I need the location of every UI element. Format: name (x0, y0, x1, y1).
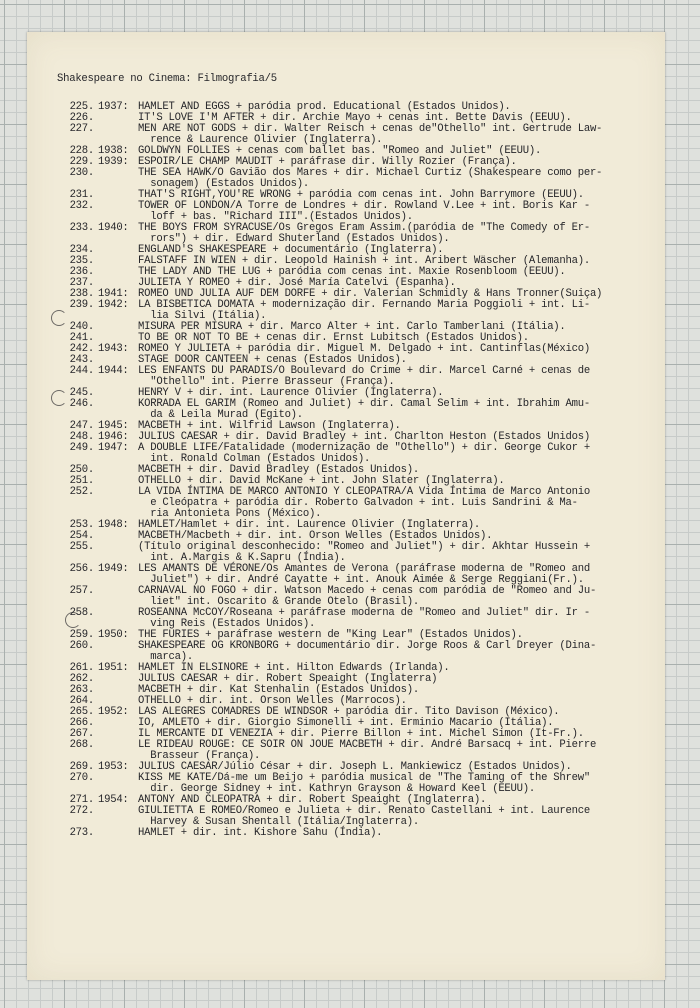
entry-text: ROMEO Y JULIETA + paródia dir. Miguel M. Delgado + int. Cantinflas(México) (138, 343, 590, 355)
entry-year: 1948: (98, 519, 129, 531)
entry-text: HAMLET + dir. int. Kishore Sahu (Índia). (138, 827, 383, 839)
entry-year (94, 454, 138, 465)
film-entry (57, 124, 657, 146)
entry-text: LAS ALEGRES COMADRES DE WINDSOR + paródia dir. Tito Davison (México). (138, 706, 560, 718)
entry-number: 273. (69, 827, 94, 839)
entry-text: Brasseur (França). (138, 750, 261, 762)
entry-year (94, 311, 138, 322)
entry-year (94, 256, 138, 267)
entry-text: OTHELLO + dir. int. Orson Welles (Marrocos). (138, 695, 407, 707)
entry-text: lia Silvi (Itália). (138, 310, 267, 322)
entry-year: 1949: (98, 563, 129, 575)
entry-text: int. A.Margis & K.Sapru (Índia). (138, 552, 346, 564)
film-entry (57, 366, 657, 388)
entry-text: CARNAVAL NO FOGO + dir. Watson Macedo + cenas com paródia de "Romeo and Ju- (138, 585, 597, 597)
entry-number: 251. (69, 475, 94, 487)
entry-number: 228. (69, 145, 94, 157)
entry-text: MACBETH + dir. Kat Stenhalin (Estados Unidos). (138, 684, 419, 696)
entry-number: 269. (69, 761, 94, 773)
entry-text: IT'S LOVE I'M AFTER + dir. Archie Mayo + cenas int. Bette Davis (EEUU). (138, 112, 572, 124)
entry-text: ving Reis (Estados Unidos). (138, 618, 316, 630)
entry-text: rence & Laurence Olivier (Inglaterra). (138, 134, 383, 146)
entry-text: HAMLET AND EGGS + paródia prod. Educational (Estados Unidos). (138, 101, 511, 113)
entry-year: 1952: (98, 706, 129, 718)
entry-number: 241. (69, 332, 94, 344)
entry-number: 265. (69, 706, 94, 718)
entry-number: 271. (69, 794, 94, 806)
page-title: Shakespeare no Cinema: Filmografia/5 (57, 73, 277, 85)
entry-number: 236. (69, 266, 94, 278)
entry-number: 258. (69, 607, 94, 619)
entry-text: THAT'S RIGHT,YOU'RE WRONG + paródia com cenas int. John Barrymore (EEUU). (138, 189, 584, 201)
film-entry (57, 223, 657, 245)
entry-year: 1940: (98, 222, 129, 234)
entry-text: ESPOIR/LE CHAMP MAUDIT + paráfrase dir. Willy Rozier (França). (138, 156, 517, 168)
entry-year (94, 685, 138, 696)
entry-year (94, 575, 138, 586)
entry-text: FALSTAFF IN WIEN + dir. Leopold Hainish + int. Aribert Wäscher (Alemanha). (138, 255, 590, 267)
entry-text: (Título original desconhecido: "Romeo and Juliet") + dir. Akhtar Hussein + (138, 541, 590, 553)
entry-number: 255. (69, 541, 94, 553)
entry-number: 257. (69, 585, 94, 597)
film-entry (57, 608, 657, 630)
entry-text: da & Leila Murad (Egito). (138, 409, 303, 421)
entry-number: 246. (69, 398, 94, 410)
entry-text: MACBETH/Macbeth + dir. int. Orson Welles (Estados Unidos). (138, 530, 493, 542)
entry-year (94, 465, 138, 476)
entry-year (94, 674, 138, 685)
entry-text: marca). (138, 651, 193, 663)
entry-year (94, 586, 138, 597)
film-entry (57, 586, 657, 608)
entry-text: e Cleópatra + paródia dir. Roberto Galvadon + int. Luis Sandrini & Ma- (138, 497, 578, 509)
entry-number: 238. (69, 288, 94, 300)
entry-year: 1938: (98, 145, 129, 157)
entry-text: LA BISBETICA DOMATA + modernização dir. Fernando Maria Poggioli + int. Li- (138, 299, 590, 311)
entry-text: dir. George Sidney + int. Kathryn Grayson & Howard Keel (EEUU). (138, 783, 535, 795)
entry-text: ANTONY AND CLEOPATRA + dir. Robert Speaight (Inglaterra). (138, 794, 487, 806)
entry-number: 237. (69, 277, 94, 289)
entry-number: 254. (69, 530, 94, 542)
entry-year (94, 773, 138, 784)
entry-year (94, 377, 138, 388)
entry-number: 260. (69, 640, 94, 652)
entry-text: Harvey & Susan Shentall (Itália/Inglaterra). (138, 816, 419, 828)
entry-number: 261. (69, 662, 94, 674)
entry-text: THE BOYS FROM SYRACUSE/Os Gregos Eram Assim.(paródia de "The Comedy of Er- (138, 222, 590, 234)
entry-year: 1947: (98, 442, 129, 454)
entry-text: LES ENFANTS DU PARADIS/O Boulevard do Crime + dir. Marcel Carné + cenas de (138, 365, 590, 377)
entry-text: sonagem) (Estados Unidos). (138, 178, 310, 190)
entry-year: 1937: (98, 101, 129, 113)
entry-year (94, 718, 138, 729)
entry-text: rors") + dir. Edward Shuterland (Estados Unidos). (138, 233, 450, 245)
film-entry (57, 168, 657, 190)
entry-text: SHAKESPEARE OG KRONBORG + documentário dir. Jorge Roos & Carl Dreyer (Dina- (138, 640, 597, 652)
entry-number: 259. (69, 629, 94, 641)
entry-year: 1950: (98, 629, 129, 641)
entry-text: MACBETH + int. Wilfrid Lawson (Inglaterra). (138, 420, 401, 432)
entry-number: 233. (69, 222, 94, 234)
entry-number: 227. (69, 123, 94, 135)
entry-number: 234. (69, 244, 94, 256)
entry-text: GIULIETTA E ROMEO/Romeo e Julieta + dir. Renato Castellani + int. Laurence (138, 805, 590, 817)
entry-year (94, 597, 138, 608)
entry-year: 1951: (98, 662, 129, 674)
entry-number: 249. (69, 442, 94, 454)
entry-text: liet" int. Oscarito & Grande Otelo (Brasil). (138, 596, 419, 608)
entry-number: 253. (69, 519, 94, 531)
entry-text: ROMEO UND JULIA AUF DEM DORFE + dir. Valerian Schmidly & Hans Tronner(Suiça) (138, 288, 603, 300)
entry-number: 244. (69, 365, 94, 377)
document-sheet (27, 32, 665, 980)
entry-text: LES AMANTS DE VÉRONE/Os Amantes de Verona (paráfrase moderna de "Romeo and (138, 563, 590, 575)
entry-year: 1939: (98, 156, 129, 168)
entry-number (57, 498, 94, 509)
entry-text: IO, AMLETO + dir. Giorgio Simonelli + int. Erminio Macario (Itália). (138, 717, 554, 729)
entry-year (94, 179, 138, 190)
entry-year (94, 806, 138, 817)
film-entry (57, 300, 657, 322)
entry-year: 1946: (98, 431, 129, 443)
entry-number: 248. (69, 431, 94, 443)
entry-year (94, 498, 138, 509)
entry-text: JULIUS CAESAR/Júlio César + dir. Joseph L. Mankiewicz (Estados Unidos). (138, 761, 572, 773)
entry-text: int. Ronald Colman (Estados Unidos). (138, 453, 371, 465)
entry-text: MACBETH + dir. David Bradley (Estados Unidos). (138, 464, 419, 476)
entry-number: 242. (69, 343, 94, 355)
entry-year: 1945: (98, 420, 129, 432)
entry-year (94, 267, 138, 278)
entry-number: 230. (69, 167, 94, 179)
entry-year (94, 476, 138, 487)
film-entry (57, 201, 657, 223)
entry-text: ENGLAND'S SHAKESPEARE + documentário (Inglaterra). (138, 244, 444, 256)
entry-number: 229. (69, 156, 94, 168)
entry-text: ria Antonieta Pons (México). (138, 508, 322, 520)
film-entry (57, 399, 657, 421)
film-entry (57, 641, 657, 663)
entry-year (94, 388, 138, 399)
film-entry (57, 773, 657, 795)
entry-text: THE SEA HAWK/O Gavião dos Mares + dir. Michael Curtiz (Shakespeare como per- (138, 167, 603, 179)
entry-year (94, 399, 138, 410)
film-entry (57, 487, 657, 520)
entry-text: IL MERCANTE DI VENEZIA + dir. Pierre Billon + int. Michel Simon (It-Fr.). (138, 728, 584, 740)
film-entry-line (57, 828, 657, 839)
entry-year: 1942: (98, 299, 129, 311)
film-entry (57, 828, 657, 839)
entry-text: KORRADA EL GARIM (Romeo and Juliet) + dir. Camal Selim + int. Ibrahim Amu- (138, 398, 590, 410)
film-entry (57, 564, 657, 586)
entry-text: HENRY V + dir. int. Laurence Olivier (Inglaterra). (138, 387, 444, 399)
entry-number: 266. (69, 717, 94, 729)
entry-number: 263. (69, 684, 94, 696)
entry-year (94, 124, 138, 135)
entry-text: STAGE DOOR CANTEEN + cenas (Estados Unidos). (138, 354, 407, 366)
entry-text: JULIETA Y ROMEO + dir. José María Catelvi (Espanha). (138, 277, 456, 289)
entry-year (94, 531, 138, 542)
entry-text: JULIUS CAESAR + dir. David Bradley + int. Charlton Heston (Estados Unidos) (138, 431, 590, 443)
entry-number: 268. (69, 739, 94, 751)
entry-text: A DOUBLE LIFE/Fatalidade (modernização de "Othello") + dir. George Cukor + (138, 442, 590, 454)
film-entry (57, 443, 657, 465)
entry-text: MISURA PER MISURA + dir. Marco Alter + int. Carlo Tamberlani (Itália). (138, 321, 566, 333)
entry-year (94, 729, 138, 740)
entry-text: HAMLET IN ELSINORE + int. Hilton Edwards (Irlanda). (138, 662, 450, 674)
entry-text: KISS ME KATE/Dá-me um Beijo + paródia musical de "The Taming of the Shrew" (138, 772, 590, 784)
entry-text: THE FURIES + paráfrase western de "King Lear" (Estados Unidos). (138, 629, 523, 641)
entry-number: 232. (69, 200, 94, 212)
entry-year: 1943: (98, 343, 129, 355)
entry-year (94, 322, 138, 333)
entry-year (94, 201, 138, 212)
entry-text: HAMLET/Hamlet + dir. int. Laurence Olivier (Inglaterra). (138, 519, 481, 531)
entry-number: 262. (69, 673, 94, 685)
entry-number: 272. (69, 805, 94, 817)
entry-year (94, 817, 138, 828)
entry-number: 252. (69, 486, 94, 498)
entry-number: 231. (69, 189, 94, 201)
entry-text: loff + bas. "Richard III".(Estados Unidos). (138, 211, 413, 223)
entry-number: 250. (69, 464, 94, 476)
entry-number: 256. (69, 563, 94, 575)
entry-text: JULIUS CAESAR + dir. Robert Speaight (Inglaterra) (138, 673, 438, 685)
entry-year (94, 641, 138, 652)
entry-text: LE RIDEAU ROUGE: CE SOIR ON JOUE MACBETH + dir. André Barsacq + int. Pierre (138, 739, 597, 751)
entry-year: 1953: (98, 761, 129, 773)
entry-number: 270. (69, 772, 94, 784)
entry-number: 245. (69, 387, 94, 399)
entry-number: 240. (69, 321, 94, 333)
entry-text: TOWER OF LONDON/A Torre de Londres + dir. Rowland V.Lee + int. Boris Kar - (138, 200, 590, 212)
film-entry (57, 740, 657, 762)
entry-text: GOLDWYN FOLLIES + cenas com ballet bas. "Romeo and Juliet" (EEUU). (138, 145, 542, 157)
entry-text: TO BE OR NOT TO BE + cenas dir. Ernst Lubitsch (Estados Unidos). (138, 332, 529, 344)
entry-text: LA VIDA ÍNTIMA DE MARCO ANTONIO Y CLEOPATRA/A Vida Íntima de Marco Antonio (138, 486, 590, 498)
entry-year (94, 487, 138, 498)
entry-text: "Othello" int. Pierre Brasseur (França). (138, 376, 395, 388)
entry-year (94, 608, 138, 619)
entry-year (94, 234, 138, 245)
film-entry (57, 806, 657, 828)
entry-year (94, 245, 138, 256)
typed-text (57, 72, 657, 839)
entry-number: 264. (69, 695, 94, 707)
entry-year (94, 828, 138, 839)
entry-year (94, 168, 138, 179)
entry-text: MEN ARE NOT GODS + dir. Walter Reisch + cenas de"Othello" int. Gertrude Law- (138, 123, 603, 135)
entry-year (94, 542, 138, 553)
entry-text: OTHELLO + dir. David McKane + int. John Slater (Inglaterra). (138, 475, 505, 487)
entry-year: 1944: (98, 365, 129, 377)
entry-year (94, 740, 138, 751)
entry-number: 243. (69, 354, 94, 366)
entry-text: THE LADY AND THE LUG + paródia com cenas int. Maxie Rosenbloom (EEUU). (138, 266, 566, 278)
entry-number: 235. (69, 255, 94, 267)
film-entry (57, 542, 657, 564)
entry-number: 225. (69, 101, 94, 113)
entry-year (94, 190, 138, 201)
entry-year (94, 113, 138, 124)
entry-number: 247. (69, 420, 94, 432)
entry-number: 267. (69, 728, 94, 740)
entry-year: 1954: (98, 794, 129, 806)
filmography-list (57, 102, 657, 839)
entry-text: ROSEANNA McCOY/Roseana + paráfrase moderna de "Romeo and Juliet" dir. Ir - (138, 607, 590, 619)
entry-text: Juliet") + dir. André Cayatte + int. Anouk Aimée & Serge Reggiani(Fr.). (138, 574, 584, 586)
entry-year: 1941: (98, 288, 129, 300)
entry-number: 226. (69, 112, 94, 124)
entry-number: 239. (69, 299, 94, 311)
